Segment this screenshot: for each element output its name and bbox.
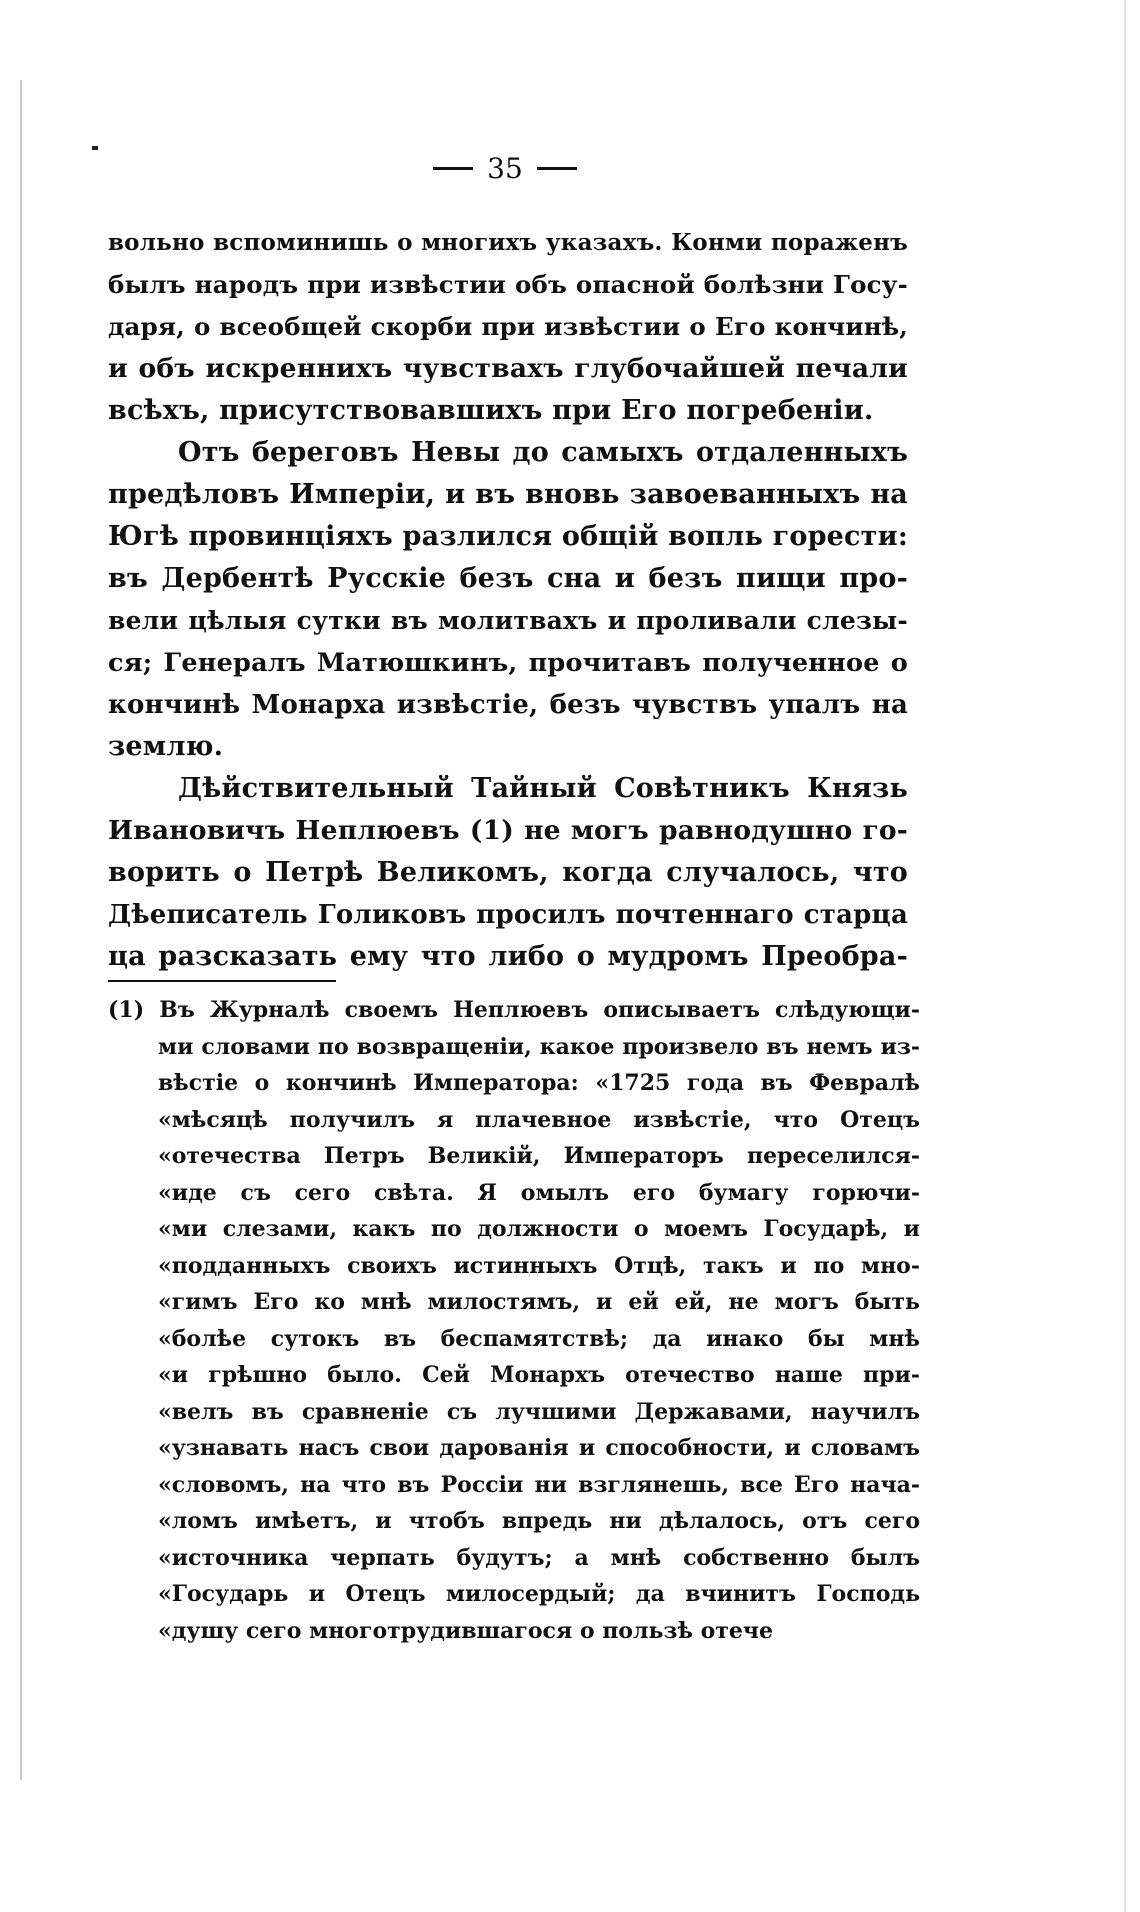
body-line: Дѣеписатель Голиковъ просилъ почтеннаго старца	[108, 900, 908, 930]
body-line: въ Дербентѣ Русскіе безъ сна и безъ пищи про-	[108, 563, 908, 594]
body-line: былъ народъ при извѣстии объ опасной болѣзни Госу-	[108, 270, 908, 299]
footnotes	[108, 992, 920, 1649]
page-number-right-dash	[537, 167, 577, 170]
scan-edge-line	[1124, 0, 1126, 1912]
body-line: ворить о Петрѣ Великомъ, когда случалось, что	[108, 857, 908, 888]
footnote-line: «гимъ Его ко мнѣ милостямъ, и ей ей, не могъ быть	[158, 1289, 920, 1315]
footnote-line: «и грѣшно было. Сей Монархъ отечество наше при-	[158, 1362, 920, 1388]
footnote-line: «ми слезами, какъ по должности о моемъ Государѣ, и	[158, 1216, 920, 1242]
page-number	[420, 148, 590, 188]
body-line: ца разсказать ему что либо о мудромъ Преобра-	[108, 941, 908, 972]
body-line: вольно вспоминишь о многихъ указахъ. Конми пораженъ	[108, 229, 908, 256]
main-text	[108, 222, 908, 978]
body-line: даря, о всеобщей скорби при извѣстии о Его кончинѣ,	[108, 312, 908, 341]
footnote-line: «словомъ, на что въ Россіи ни взглянешь, все Его нача-	[158, 1471, 920, 1498]
body-line: Югѣ провинціяхъ разлился общій вопль горести:	[108, 521, 908, 552]
footnote-line: «источника черпать будутъ; а мнѣ собственно былъ	[158, 1544, 920, 1571]
scan-margin-line	[20, 80, 22, 1780]
footnote-line: «велъ въ сравненіе съ лучшими Державами, научилъ	[158, 1398, 920, 1425]
body-line: Дѣйствительный Тайный Совѣтникъ Князь	[178, 773, 908, 804]
body-line: Ивановичъ Неплюевъ (1) не могъ равнодушно го-	[108, 815, 908, 846]
footnote-line: «подданныхъ своихъ истинныхъ Отцѣ, такъ и по мно-	[158, 1252, 920, 1279]
footnote-separator	[108, 980, 336, 982]
footnote-line: «душу сего многотрудившагося о пользѣ отече	[158, 1617, 773, 1644]
body-line: предѣловъ Имперіи, и въ вновь завоеванныхъ на	[108, 479, 908, 510]
body-line: всѣхъ, присутствовавшихъ при Его погребеніи.	[108, 395, 874, 426]
footnote-line: «мѣсяцѣ получилъ я плачевное извѣстіе, что Отецъ	[158, 1106, 920, 1133]
body-line: и объ искреннихъ чувствахъ глубочайшей печали	[108, 353, 908, 384]
footnote-line: ми словами по возвращеніи, какое произвело въ немъ из-	[158, 1033, 920, 1060]
footnote-line: «болѣе сутокъ въ беспамятствѣ; да инако бы мнѣ	[158, 1325, 920, 1352]
page-number-left-dash	[433, 167, 473, 170]
body-line: землю.	[108, 731, 224, 762]
body-line: ся; Генералъ Матюшкинъ, прочитавъ полученное о	[108, 648, 908, 678]
footnote-line: «отечества Петръ Великій, Императоръ переселился-	[158, 1143, 920, 1169]
page-number-value: 35	[487, 151, 523, 185]
scan-speck	[92, 146, 98, 150]
footnote-line: «Государь и Отецъ милосердый; да вчинитъ Господь	[158, 1581, 920, 1607]
body-line: кончинѣ Монарха извѣстіе, безъ чувствъ упалъ на	[108, 690, 908, 720]
footnote-line: вѣстіе о кончинѣ Императора: «1725 года въ Февралѣ	[158, 1070, 920, 1096]
footnote-line: «узнавать насъ свои дарованія и способности, и словамъ	[158, 1435, 920, 1461]
footnote-line: (1) Въ Журналѣ своемъ Неплюевъ описываетъ слѣдующи-	[108, 997, 920, 1023]
footnote-line: «иде съ сего свѣта. Я омылъ его бумагу горючи-	[158, 1179, 920, 1206]
body-line: Отъ береговъ Невы до самыхъ отдаленныхъ	[178, 437, 908, 468]
body-line: вели цѣлыя сутки въ молитвахъ и проливали слезы-	[108, 606, 908, 635]
footnote-line: «ломъ имѣетъ, и чтобъ впредь ни дѣлалось, отъ сего	[158, 1508, 920, 1534]
